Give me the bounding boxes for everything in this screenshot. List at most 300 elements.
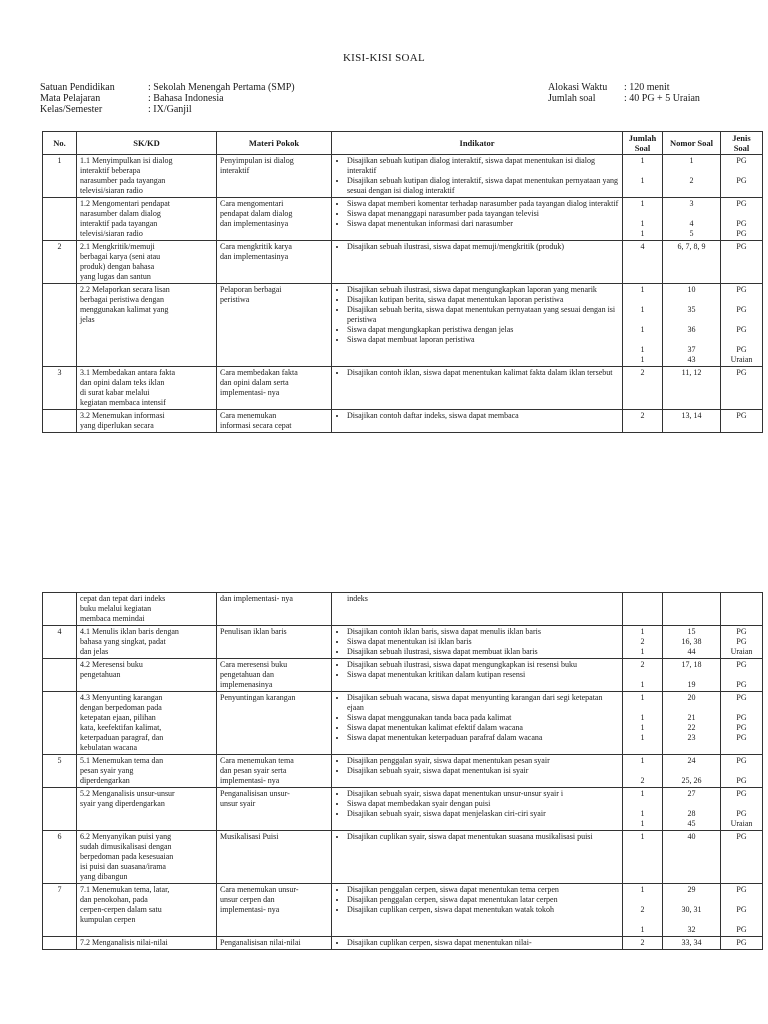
materi-cell — [217, 241, 332, 284]
nomor-cell — [663, 241, 721, 284]
table-row — [43, 626, 763, 659]
jenis-cell-lines — [724, 660, 759, 690]
jumlah-cell-line: 2 — [640, 776, 645, 785]
jenis-cell-line: PG — [736, 305, 747, 314]
indikator-cell — [332, 831, 623, 884]
kd-cell-line: keterpaduan paragraf, dan — [80, 733, 164, 742]
nomor-cell-lines — [666, 156, 717, 186]
indikator-cell — [332, 593, 623, 626]
jumlah-cell-line — [626, 335, 659, 345]
kd-cell-line: ketepatan ejaan, pilihan — [80, 713, 156, 722]
jumlah-cell-line: 1 — [640, 723, 645, 732]
jenis-cell-line — [724, 209, 759, 219]
materi-cell-line: dan implementasinya — [220, 219, 289, 228]
indikator-item: • Siswa dapat menanggapi narasumber pada tayangan televisi — [347, 209, 619, 219]
table-row — [43, 155, 763, 198]
jenis-cell-line: PG — [736, 660, 747, 669]
kd-cell-line: di surat kabar melalui — [80, 388, 150, 397]
materi-cell — [217, 410, 332, 433]
jumlah-cell-line: 4 — [640, 242, 645, 251]
nomor-cell-lines — [666, 285, 717, 365]
materi-cell-line: pendapat dalam dialog — [220, 209, 293, 218]
indikator-cell — [332, 241, 623, 284]
nomor-cell-line: 10 — [687, 285, 696, 294]
indikator-list — [335, 885, 619, 915]
indikator-item: • Disajikan sebuah ilustrasi, siswa dapat mengungkapkan laporan yang menarik — [347, 285, 619, 295]
indikator-item: • Disajikan sebuah kutipan dialog interaktif, siswa dapat menentukan pernyataan yang sesuai dengan isi dialog interaktif — [347, 176, 619, 196]
jenis-cell — [721, 593, 763, 626]
jenis-cell — [721, 155, 763, 198]
table-row — [43, 755, 763, 788]
table-row — [43, 198, 763, 241]
jenis-cell-lines — [724, 756, 759, 786]
kd-cell-line: dan penokohan, pada — [80, 895, 148, 904]
kd-cell — [77, 659, 217, 692]
document-title: KISI-KISI SOAL — [342, 52, 426, 64]
materi-cell-line: Cara menemukan tema — [220, 756, 294, 765]
jenis-cell-lines — [724, 789, 759, 829]
nomor-cell-lines — [666, 832, 717, 842]
nomor-cell-line: 21 — [687, 713, 696, 722]
jenis-cell-lines — [724, 242, 759, 252]
jenis-cell-line: PG — [736, 756, 747, 765]
column-header: Jenis Soal — [721, 132, 763, 155]
jumlah-cell-line: 1 — [640, 647, 645, 656]
jumlah-cell-line: 1 — [640, 345, 645, 354]
materi-cell-line: implementasi- nya — [220, 388, 280, 397]
indikator-list — [335, 756, 619, 776]
jumlah-cell-line: 1 — [640, 176, 645, 185]
kd-cell-line: cepat dan tepat dari indeks — [80, 594, 166, 603]
materi-cell-line: Penyuntingan karangan — [220, 693, 296, 702]
nomor-cell-line: 24 — [687, 756, 696, 765]
kd-cell-lines — [80, 660, 213, 680]
meta-label: Kelas/Semester — [40, 104, 103, 115]
materi-cell — [217, 937, 332, 950]
nomor-cell-line — [666, 799, 717, 809]
jenis-cell — [721, 241, 763, 284]
kd-cell — [77, 788, 217, 831]
materi-cell — [217, 884, 332, 937]
row-number — [43, 659, 77, 692]
nomor-cell-lines — [666, 411, 717, 421]
table-row — [43, 367, 763, 410]
materi-cell-lines — [220, 242, 328, 262]
nomor-cell-line: 25, 26 — [681, 776, 702, 785]
nomor-cell-lines — [666, 660, 717, 690]
kd-cell-lines — [80, 938, 213, 948]
row-number — [43, 284, 77, 367]
materi-cell-lines — [220, 693, 328, 703]
jenis-cell-line: PG — [736, 199, 747, 208]
materi-cell-line: dan implementasinya — [220, 252, 289, 261]
jumlah-cell-line: 1 — [640, 713, 645, 722]
indikator-item: • Disajikan sebuah ilustrasi, siswa dapat memuji/mengkritik (produk) — [347, 242, 619, 252]
kd-cell-line: televisi/siaran radio — [80, 229, 143, 238]
meta-row — [40, 93, 295, 104]
column-header: Indikator — [332, 132, 623, 155]
nomor-cell-line: 4 — [689, 219, 694, 228]
meta-left — [40, 82, 295, 115]
indikator-lines — [335, 594, 619, 604]
materi-cell-line: Penganalisisan unsur- — [220, 789, 290, 798]
jumlah-cell-line: 1 — [640, 832, 645, 841]
indikator-cell — [332, 367, 623, 410]
nomor-cell-line — [666, 209, 717, 219]
indikator-list — [335, 285, 619, 345]
materi-cell-line: unsur cerpen dan — [220, 895, 275, 904]
jumlah-cell-line — [626, 166, 659, 176]
indikator-item: • Siswa dapat membedakan syair dengan puisi — [347, 799, 619, 809]
jumlah-cell — [623, 692, 663, 755]
nomor-cell-line: 36 — [687, 325, 696, 334]
jumlah-cell — [623, 831, 663, 884]
meta-label: Mata Pelajaran — [40, 93, 101, 104]
nomor-cell-line: 45 — [687, 819, 696, 828]
kd-cell-lines — [80, 693, 213, 753]
jenis-cell-lines — [724, 693, 759, 743]
materi-cell — [217, 692, 332, 755]
indikator-item: • Disajikan penggalan cerpen, siswa dapat menentukan tema cerpen — [347, 885, 619, 895]
jumlah-cell-line: 1 — [640, 680, 645, 689]
nomor-cell — [663, 831, 721, 884]
indikator-list — [335, 156, 619, 196]
kd-cell-line: 4.3 Menyunting karangan — [80, 693, 163, 702]
nomor-cell-lines — [666, 789, 717, 829]
kd-cell-lines — [80, 242, 213, 282]
indikator-item: • Siswa dapat membuat laporan peristiwa — [347, 335, 619, 345]
nomor-cell — [663, 884, 721, 937]
table-header-row — [43, 132, 763, 155]
kd-cell-line: berpedoman pada kesesuaian — [80, 852, 174, 861]
row-number: 2 — [43, 241, 77, 284]
row-number — [43, 937, 77, 950]
materi-cell-line: pengetahuan dan — [220, 670, 274, 679]
kisi-table-page-1 — [42, 131, 763, 433]
indikator-cell — [332, 788, 623, 831]
jumlah-cell-line — [626, 799, 659, 809]
materi-cell-line: Pelaporan berbagai — [220, 285, 282, 294]
jenis-cell-line: PG — [736, 219, 747, 228]
jenis-cell-line — [724, 915, 759, 925]
jenis-cell-lines — [724, 368, 759, 378]
meta-row — [40, 82, 295, 93]
kd-cell-lines — [80, 368, 213, 408]
indikator-list — [335, 199, 619, 229]
jenis-cell — [721, 367, 763, 410]
nomor-cell-line: 22 — [687, 723, 696, 732]
jumlah-cell-line — [626, 703, 659, 713]
jenis-cell-line: PG — [736, 368, 747, 377]
jumlah-cell-line: 1 — [640, 819, 645, 828]
jumlah-cell-line — [626, 915, 659, 925]
jumlah-cell-line: 1 — [640, 627, 645, 636]
jumlah-cell-line — [626, 295, 659, 305]
kd-cell-line: 5.2 Menganalisis unsur-unsur — [80, 789, 175, 798]
meta-row — [548, 82, 700, 93]
kd-cell-line: 7.2 Menganalisis nilai-nilai — [80, 938, 168, 947]
jenis-cell-line — [724, 670, 759, 680]
nomor-cell-line: 32 — [687, 925, 696, 934]
nomor-cell-line: 19 — [687, 680, 696, 689]
indikator-cell — [332, 884, 623, 937]
jenis-cell-line: Uraian — [730, 647, 753, 656]
materi-cell-line: Cara mengkritik karya — [220, 242, 292, 251]
jenis-cell-line: PG — [736, 411, 747, 420]
jumlah-cell-line: 1 — [640, 305, 645, 314]
kd-cell-line: interaktif pada tayangan — [80, 219, 158, 228]
kd-cell — [77, 198, 217, 241]
jumlah-cell-line: 2 — [640, 660, 645, 669]
materi-cell-line: Cara membedakan fakta — [220, 368, 298, 377]
jumlah-cell-line: 1 — [640, 885, 645, 894]
jumlah-cell-lines — [626, 199, 659, 239]
nomor-cell — [663, 937, 721, 950]
nomor-cell-line: 3 — [689, 199, 694, 208]
jumlah-cell-lines — [626, 411, 659, 421]
kd-cell-line: dengan berpedoman pada — [80, 703, 162, 712]
jenis-cell-line: Uraian — [730, 355, 753, 364]
nomor-cell-lines — [666, 885, 717, 935]
jumlah-cell-line: 1 — [640, 325, 645, 334]
indikator-item: • Disajikan sebuah berita, siswa dapat menentukan pernyataan yang sesuai dengan isi peristiwa — [347, 305, 619, 325]
jumlah-cell — [623, 755, 663, 788]
table-row — [43, 937, 763, 950]
jumlah-cell-line: 1 — [640, 229, 645, 238]
kd-cell-line: 2.1 Mengkritik/memuji — [80, 242, 155, 251]
indikator-list — [335, 693, 619, 743]
indikator-item: • Disajikan sebuah syair, siswa dapat menentukan unsur-unsur syair i — [347, 789, 619, 799]
meta-row — [548, 93, 700, 104]
kd-cell-line: yang diperlukan secara — [80, 421, 154, 430]
kd-cell-line: menggunakan kalimat yang — [80, 305, 169, 314]
materi-cell-lines — [220, 832, 328, 842]
jenis-cell-line: PG — [736, 789, 747, 798]
jumlah-cell-line: 1 — [640, 925, 645, 934]
nomor-cell — [663, 659, 721, 692]
indikator-list — [335, 832, 619, 842]
kd-cell-lines — [80, 627, 213, 657]
indikator-list — [335, 242, 619, 252]
nomor-cell-lines — [666, 627, 717, 657]
jenis-cell-lines — [724, 885, 759, 935]
jumlah-cell-lines — [626, 285, 659, 365]
kd-cell-line: berbagai karya (seni atau — [80, 252, 161, 261]
indikator-item: • Siswa dapat mengungkapkan peristiwa dengan jelas — [347, 325, 619, 335]
nomor-cell-lines — [666, 938, 717, 948]
jenis-cell-line: PG — [736, 627, 747, 636]
row-number: 6 — [43, 831, 77, 884]
nomor-cell-line — [666, 315, 717, 325]
kd-cell-line: narasumber pada tayangan — [80, 176, 166, 185]
kd-cell — [77, 755, 217, 788]
nomor-cell — [663, 410, 721, 433]
jumlah-cell-lines — [626, 627, 659, 657]
nomor-cell-line: 33, 34 — [681, 938, 702, 947]
indikator-cell — [332, 198, 623, 241]
jumlah-cell-line — [626, 315, 659, 325]
indikator-item: • Disajikan penggalan syair, siswa dapat menentukan pesan syair — [347, 756, 619, 766]
materi-cell-line: Penganalisisan nilai-nilai — [220, 938, 301, 947]
kd-cell-line: kebulatan wacana — [80, 743, 138, 752]
nomor-cell-line: 20 — [687, 693, 696, 702]
jenis-cell-line — [724, 895, 759, 905]
nomor-cell — [663, 593, 721, 626]
jenis-cell-line — [724, 766, 759, 776]
indikator-line: indeks — [347, 594, 368, 603]
indikator-list — [335, 789, 619, 819]
materi-cell — [217, 755, 332, 788]
kd-cell-line: berbagai peristiwa dengan — [80, 295, 164, 304]
kd-cell-line: 1.1 Menyimpulkan isi dialog — [80, 156, 173, 165]
kd-cell — [77, 155, 217, 198]
jenis-cell-line: PG — [736, 345, 747, 354]
table-row — [43, 410, 763, 433]
materi-cell-line: Cara mengomentari — [220, 199, 284, 208]
nomor-cell-line: 35 — [687, 305, 696, 314]
jenis-cell-lines — [724, 285, 759, 365]
meta-value: : 120 menit — [624, 82, 670, 93]
indikator-item: • Disajikan sebuah syair, siswa dapat menjelaskan ciri-ciri syair — [347, 809, 619, 819]
kd-cell-line: produk) dengan bahasa — [80, 262, 155, 271]
indikator-cell — [332, 284, 623, 367]
table-row — [43, 659, 763, 692]
row-number: 7 — [43, 884, 77, 937]
jenis-cell-line: PG — [736, 733, 747, 742]
meta-label: Jumlah soal — [548, 93, 596, 104]
indikator-item: • Siswa dapat menentukan kalimat efektif dalam wacana — [347, 723, 619, 733]
jumlah-cell-line: 1 — [640, 693, 645, 702]
materi-cell-lines — [220, 885, 328, 915]
materi-cell-lines — [220, 789, 328, 809]
jumlah-cell-lines — [626, 368, 659, 378]
meta-label: Satuan Pendidikan — [40, 82, 115, 93]
nomor-cell-line: 6, 7, 8, 9 — [677, 242, 706, 251]
jenis-cell-line: Uraian — [730, 819, 753, 828]
jenis-cell-line: PG — [736, 680, 747, 689]
materi-cell-line: unsur syair — [220, 799, 256, 808]
nomor-cell-line — [666, 295, 717, 305]
indikator-cell — [332, 155, 623, 198]
nomor-cell-line: 15 — [687, 627, 696, 636]
indikator-item: • Disajikan contoh iklan, siswa dapat menentukan kalimat fakta dalam iklan tersebut — [347, 368, 619, 378]
jumlah-cell — [623, 155, 663, 198]
materi-cell-line: Musikalisasi Puisi — [220, 832, 279, 841]
kd-cell-line: 2.2 Melaporkan secara lisan — [80, 285, 170, 294]
materi-cell-line: implementasi- nya — [220, 905, 280, 914]
materi-cell-line: interaktif — [220, 166, 250, 175]
jumlah-cell-lines — [626, 660, 659, 690]
jumlah-cell — [623, 659, 663, 692]
jenis-cell-line: PG — [736, 285, 747, 294]
jenis-cell-line: PG — [736, 693, 747, 702]
table-row — [43, 884, 763, 937]
materi-cell-line: Cara meresensi buku — [220, 660, 288, 669]
materi-cell-line: peristiwa — [220, 295, 250, 304]
jumlah-cell-line: 1 — [640, 756, 645, 765]
materi-cell-lines — [220, 594, 328, 604]
nomor-cell-line: 13, 14 — [681, 411, 702, 420]
nomor-cell-line — [666, 915, 717, 925]
jumlah-cell — [623, 198, 663, 241]
jenis-cell — [721, 626, 763, 659]
indikator-item: • Disajikan kutipan berita, siswa dapat menentukan laporan peristiwa — [347, 295, 619, 305]
jumlah-cell-line: 1 — [640, 285, 645, 294]
meta-right — [548, 82, 700, 104]
jumlah-cell-line: 1 — [640, 199, 645, 208]
jenis-cell-line: PG — [736, 885, 747, 894]
jenis-cell-lines — [724, 199, 759, 239]
jumlah-cell-line: 2 — [640, 637, 645, 646]
nomor-cell-line: 27 — [687, 789, 696, 798]
nomor-cell-line: 1 — [689, 156, 694, 165]
indikator-item: • Siswa dapat menggunakan tanda baca pada kalimat — [347, 713, 619, 723]
jenis-cell-line — [724, 799, 759, 809]
jumlah-cell-line: 1 — [640, 733, 645, 742]
kd-cell-line: narasumber dalam dialog — [80, 209, 161, 218]
indikator-item: • Disajikan cuplikan cerpen, siswa dapat menentukan nilai- — [347, 938, 619, 948]
jumlah-cell-lines — [626, 789, 659, 829]
nomor-cell-line — [666, 335, 717, 345]
nomor-cell-line: 2 — [689, 176, 694, 185]
indikator-item: • Siswa dapat menentukan kritikan dalam kutipan resensi — [347, 670, 619, 680]
kd-cell-line: kata, keefektifan kalimat, — [80, 723, 162, 732]
jumlah-cell — [623, 884, 663, 937]
jenis-cell-lines — [724, 156, 759, 186]
kd-cell-lines — [80, 156, 213, 196]
kd-cell-lines — [80, 789, 213, 809]
jenis-cell — [721, 755, 763, 788]
jenis-cell — [721, 831, 763, 884]
nomor-cell-line: 23 — [687, 733, 696, 742]
table-row — [43, 788, 763, 831]
jumlah-cell-line: 1 — [640, 355, 645, 364]
jenis-cell-line — [724, 295, 759, 305]
jenis-cell — [721, 788, 763, 831]
jenis-cell — [721, 410, 763, 433]
nomor-cell-line — [666, 166, 717, 176]
jenis-cell-line — [724, 166, 759, 176]
materi-cell — [217, 198, 332, 241]
materi-cell-line: dan pesan syair serta — [220, 766, 287, 775]
row-number: 4 — [43, 626, 77, 659]
kd-cell-line: 4.2 Meresensi buku — [80, 660, 143, 669]
jumlah-cell-lines — [626, 832, 659, 842]
jumlah-cell-line: 1 — [640, 789, 645, 798]
materi-cell-lines — [220, 660, 328, 690]
nomor-cell-line: 5 — [689, 229, 694, 238]
nomor-cell-line: 37 — [687, 345, 696, 354]
nomor-cell — [663, 626, 721, 659]
meta-value: : IX/Ganjil — [148, 104, 192, 115]
kd-cell-line: dan jelas — [80, 647, 109, 656]
kd-cell-line: syair yang diperdengarkan — [80, 799, 165, 808]
jenis-cell-line: PG — [736, 723, 747, 732]
jumlah-cell-lines — [626, 156, 659, 186]
jenis-cell-line: PG — [736, 637, 747, 646]
indikator-item: • Disajikan sebuah syair, siswa dapat menentukan isi syair — [347, 766, 619, 776]
indikator-cell — [332, 659, 623, 692]
jumlah-cell-lines — [626, 756, 659, 786]
materi-cell-lines — [220, 938, 328, 948]
kd-cell-line: pengetahuan — [80, 670, 121, 679]
table-row — [43, 241, 763, 284]
kd-cell — [77, 831, 217, 884]
indikator-list — [335, 627, 619, 657]
indikator-item: • Disajikan cuplikan cerpen, siswa dapat menentukan watak tokoh — [347, 905, 619, 915]
kd-cell-lines — [80, 199, 213, 239]
jenis-cell-line: PG — [736, 176, 747, 185]
